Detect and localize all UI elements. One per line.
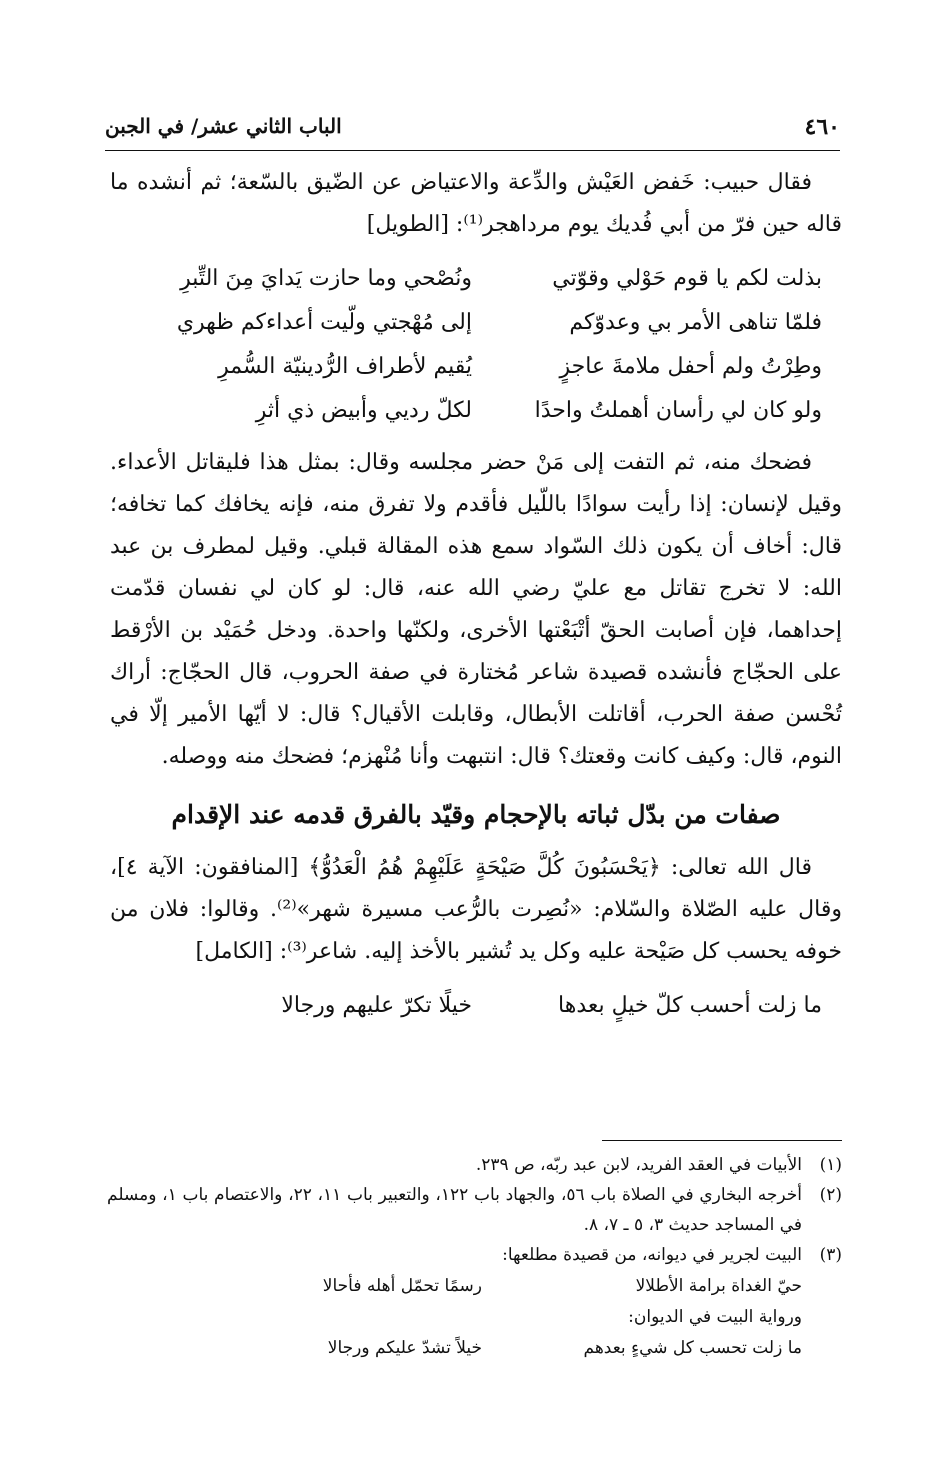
footnote-1 [107, 1150, 842, 1180]
verse-line [110, 983, 842, 1027]
running-header [105, 110, 840, 151]
footnote-number: (٣) [819, 1245, 842, 1265]
page-number: ٤٦٠ [804, 114, 840, 140]
verse-second-hemistich: لكلّ رديي وأبيض ذي أثرِ [255, 397, 472, 423]
footnote-number: (٢) [819, 1185, 842, 1205]
footnotes [107, 1150, 842, 1364]
footnote-2 [107, 1180, 842, 1240]
footnote-text: أخرجه البخاري في الصلاة باب ٥٦، والجهاد باب ١٢٢، والتعبير باب ١١، ٢٢، والاعتصام باب ١، ومسلم في المساجد حديث ٣، ٥ ـ ٧، ٨. [107, 1185, 802, 1235]
verse-line [110, 256, 842, 300]
verse-second-hemistich: رسمًا تحمّل أهله فأحالا [322, 1276, 482, 1296]
verse-line [110, 388, 842, 432]
verse-first-hemistich: وطِرْتُ ولم أحفل ملامةَ عاجزٍ [559, 353, 822, 379]
verse-second-hemistich: خيلاً تشدّ عليكم ورجالا [327, 1338, 482, 1358]
verse-first-hemistich: حيّ الغداة برامة الأطلالا [635, 1276, 802, 1296]
footnote-verse-line [107, 1332, 842, 1364]
footnote-text: الأبيات في العقد الفريد، لابن عبد ربّه، ص ٢٣٩. [475, 1155, 802, 1175]
verse-second-hemistich: يُقيم لأطراف الرُّدينيّة السُّمرِ [218, 353, 472, 379]
poem-kamil [110, 983, 842, 1027]
poem-tawil [110, 256, 842, 432]
verse-line [110, 344, 842, 388]
verse-second-hemistich: خيلًا تكرّ عليهم ورجالا [281, 992, 472, 1018]
verse-first-hemistich: بذلت لكم يا قوم حَوْلي وقوّتي [552, 265, 822, 291]
verse-first-hemistich: ولو كان لي رأسان أهملتُ واحدًا [534, 397, 822, 423]
footnote-number: (١) [819, 1155, 842, 1175]
verse-first-hemistich: فلمّا تناهى الأمر بي وعدوّكم [569, 309, 822, 335]
intro-paragraph: فقال حبيب: خَفض العَيْش والدِّعة والاعتياض عن الضّيق بالسّعة؛ ثم أنشده ما قاله حين فرّ من أبي فُديك يوم مرداهجر⁽¹⁾: [الطويل] [110, 170, 842, 237]
footnote-text: ورواية البيت في الديوان: [628, 1307, 802, 1327]
verse-second-hemistich: إلى مُهْجتي ولّيت أعداءكم ظهري [176, 309, 472, 335]
verse-line [110, 300, 842, 344]
section-heading: صفات من بدّل ثباته بالإحجام وقيّد بالفرق قدمه عند الإقدام [171, 800, 781, 829]
footnote-divider [602, 1140, 842, 1141]
footnote-text: البيت لجرير في ديوانه، من قصيدة مطلعها: [502, 1245, 802, 1265]
verse-first-hemistich: ما زلت تحسب كل شيءٍ بعدهم [583, 1338, 802, 1358]
chapter-title: الباب الثاني عشر/ في الجبن [105, 114, 342, 138]
footnote-3 [107, 1240, 842, 1270]
main-text [110, 162, 842, 1037]
footnote-verse-line [107, 1270, 842, 1302]
verse-second-hemistich: ونُصْحي وما حازت يَدايَ مِنَ التِّبرِ [180, 265, 472, 291]
verse-first-hemistich: ما زلت أحسب كلّ خيلٍ بعدها [558, 992, 822, 1018]
quran-hadith-paragraph: قال الله تعالى: ﴿يَحْسَبُونَ كُلَّ صَيْحَةٍ عَلَيْهِمْ هُمُ الْعَدُوُّ﴾ [المنافقون: الآية ٤]، وقال عليه الصّلاة والسّلام: «نُصِرت بالرُّعب مسيرة شهر»⁽²⁾. وقالوا: فلان من خوفه يحسب كل صَيْحة عليه وكل يد تُشير بالأخذ إليه. شاعر⁽³⁾: [الكامل] [110, 855, 842, 964]
anecdotes-paragraph: فضحك منه، ثم التفت إلى مَنْ حضر مجلسه وقال: بمثل هذا فليقاتل الأعداء. وقيل لإنسان: إذا رأيت سوادًا باللّيل فأقدم ولا تفرق منه، فإنه يخافك كما تخافه؛ قال: أخاف أن يكون ذلك السّواد سمع هذه المقالة قبلي. وقيل لمطرف بن عبد الله: لا تخرج تقاتل مع عليّ رضي الله عنه، قال: لو كان لي نفسان قدّمت إحداهما، فإن أصابت الحقّ أتْبَعْتها الأخرى، ولكنّها واحدة. ودخل حُمَيْد بن الأرْقط على الحجّاج فأنشده قصيدة شاعر مُختارة في صفة الحروب، قال الحجّاج: أراك تُحْسن صفة الحرب، أقاتلت الأبطال، وقابلت الأقيال؟ قال: لا أيّها الأمير إلّا في النوم، قال: وكيف كانت وقعتك؟ قال: انتبهت وأنا مُنْهزم؛ فضحك منه ووصله. [110, 450, 842, 769]
